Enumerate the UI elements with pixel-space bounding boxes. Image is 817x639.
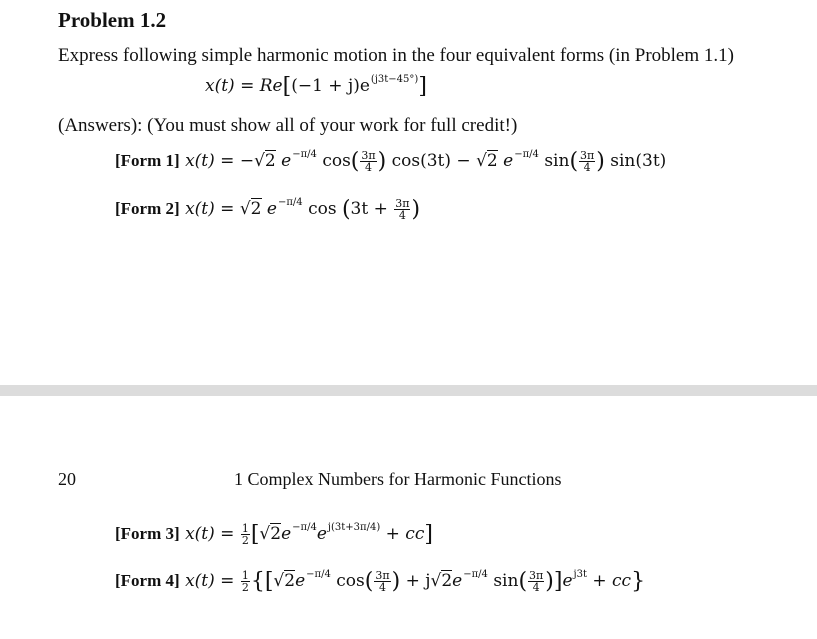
form-2-row: [Form 2] x(t) = √ 2 $e^{-\pi/4}$ cos (3t + $\frac{3\pi}{4}$ ) xyxy=(115,198,420,221)
form-4-half: $\frac{1}{2}$ xyxy=(241,569,249,594)
form-3-half: $\frac{1}{2}$ xyxy=(241,522,249,547)
form-4-lhs: x(t) = xyxy=(185,571,235,591)
form-4-angle2: $\frac{3\pi}{4}$ xyxy=(529,569,544,594)
form-4-exp2: −π/4 xyxy=(463,569,488,580)
form-1-exp: −π/4 xyxy=(292,149,317,160)
form-2-label: [Form 2] xyxy=(115,199,180,218)
form-4-cc: + cc xyxy=(592,571,632,591)
form-3-root: √ 2 xyxy=(259,523,281,544)
form-3-row: [Form 3] x(t) = $\frac{1}{2}$ [√ $2e^{-\pi/4}e^{j(3t+3\pi/4)} + cc$] xyxy=(115,523,433,546)
form-3-e2: e xyxy=(316,524,327,544)
form-1-label: [Form 1] xyxy=(115,151,180,170)
form-2-cos: cos xyxy=(308,199,337,219)
form-4-cos: cos xyxy=(336,571,365,591)
given-lhs: x(t) = Re xyxy=(205,76,283,96)
form-1-lhs: x(t) = xyxy=(185,151,235,171)
given-equation xyxy=(205,76,427,98)
form-1-sign: − xyxy=(239,151,255,171)
form-2-root: √ 2 xyxy=(240,198,262,219)
close-bracket: ] xyxy=(418,74,427,99)
form-1-cos3t: cos(3t) − xyxy=(391,151,471,171)
form-1-angle: $\frac{3\pi}{4}$ xyxy=(361,149,376,174)
form-3-cc: + cc xyxy=(385,524,425,544)
form-1-row: [Form 1] x(t) = −√ 2 $e^{-\pi/4}$ cos( $\frac{3\pi}{4}$ ) cos(3t) − √ 2 $e^{-\pi/4}$ sin( $\frac{3\pi}{4}$ ) sin(3t) xyxy=(115,150,666,173)
form-4-e: e xyxy=(295,571,306,591)
form-4-exp: −π/4 xyxy=(306,569,331,580)
form-3-e: e xyxy=(281,524,292,544)
open-bracket: [ xyxy=(282,74,292,99)
given-exponent: (j3t−45°) xyxy=(370,74,419,85)
form-1-root: √ 2 xyxy=(254,150,276,171)
running-head: 1 Complex Numbers for Harmonic Functions xyxy=(234,469,562,489)
problem-statement: Express following simple harmonic motion in the four equivalent forms (in Problem 1.1) xyxy=(58,45,734,66)
page-separator xyxy=(0,385,817,396)
given-inner: (−1 + j)e xyxy=(291,76,370,96)
form-1-sin3t: sin(3t) xyxy=(610,151,667,171)
form-4-e2: e xyxy=(452,571,463,591)
answers-note: (Answers): (You must show all of your work for full credit!) xyxy=(58,115,518,136)
form-3-exp2: j(3t+3π/4) xyxy=(327,522,381,533)
form-1-e: e xyxy=(281,151,292,171)
form-3-lhs: x(t) = xyxy=(185,524,235,544)
form-1-root2: √ 2 xyxy=(476,150,498,171)
form-2-arg: 3t + xyxy=(350,199,388,219)
form-2-lhs: x(t) = xyxy=(185,199,235,219)
form-4-angle: $\frac{3\pi}{4}$ xyxy=(375,569,390,594)
form-1-e2: e xyxy=(503,151,514,171)
form-4-row: [Form 4] x(t) = $\frac{1}{2}$ {[√ $2e^{-\pi/4}$ cos( $\frac{3\pi}{4}$ ) + j√ $2e^{-\pi/4}$ sin( $\frac{3\pi}{4}$ )]$e^{j3t} + cc$} xyxy=(115,570,645,593)
form-3-exp1: −π/4 xyxy=(292,522,317,533)
page-number: 20 xyxy=(58,469,76,489)
form-4-sin: sin xyxy=(493,571,519,591)
form-4-plus-j: + j xyxy=(405,571,431,591)
form-4-ej: e xyxy=(562,571,573,591)
form-4-root: √ 2 xyxy=(273,570,295,591)
form-2-e: e xyxy=(266,199,277,219)
form-3-label: [Form 3] xyxy=(115,524,180,543)
form-4-ej-exp: j3t xyxy=(573,569,587,580)
form-1-sin: sin xyxy=(544,151,570,171)
form-1-angle2: $\frac{3\pi}{4}$ xyxy=(580,149,595,174)
form-1-cos: cos xyxy=(322,151,351,171)
form-4-root2: √ 2 xyxy=(430,570,452,591)
form-2-angle: $\frac{3\pi}{4}$ xyxy=(395,197,410,222)
problem-title: Problem 1.2 xyxy=(58,8,167,32)
form-1-exp2: −π/4 xyxy=(514,149,539,160)
form-2-exp: −π/4 xyxy=(277,197,303,208)
form-4-label: [Form 4] xyxy=(115,571,180,590)
